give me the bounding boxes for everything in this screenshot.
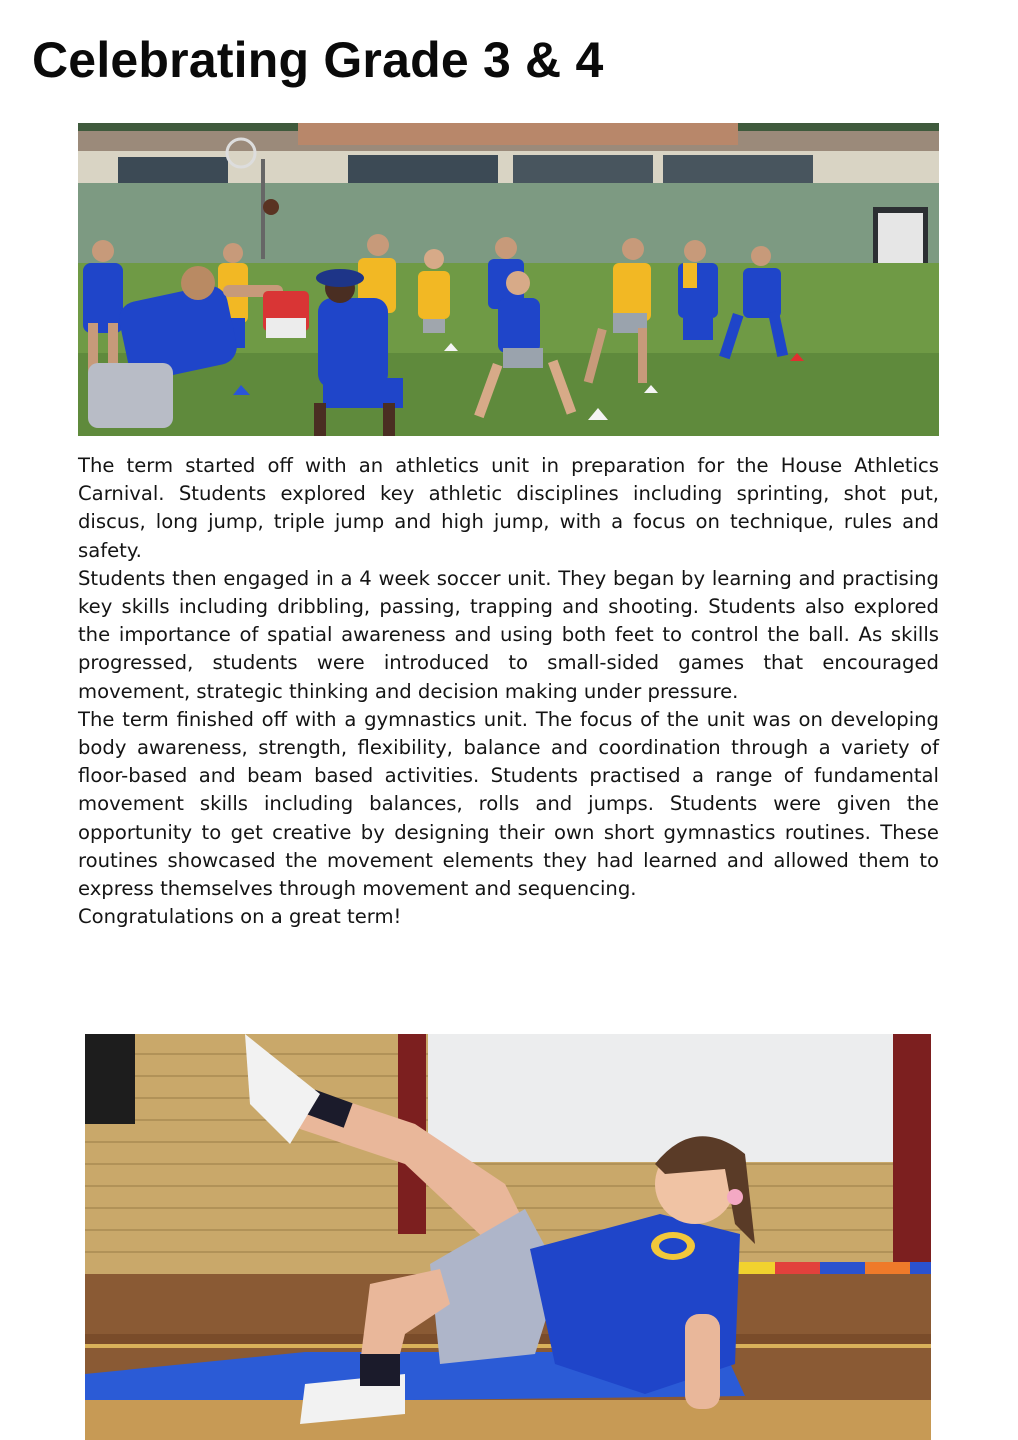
paragraph-soccer: Students then engaged in a 4 week soccer unit. They began by learning and practising key skills including dribbling, passing, trapping and shooting. Students also explored the importance of spatial awareness and using both feet to control the ball. As skills progressed, students were introduced to small-sided games that encouraged movement, strategic thinking and decision making under pressure. <box>78 566 939 703</box>
gymnastics-photo <box>85 1034 931 1440</box>
gymnastics-photo-illustration <box>85 1034 931 1440</box>
athletics-photo-illustration <box>78 123 939 436</box>
athletics-photo <box>78 123 939 436</box>
paragraph-gymnastics: The term finished off with a gymnastics unit. The focus of the unit was on developing body awareness, strength, flexibility, balance and coordination through a variety of floor-based and beam based activities. Students practised a range of fundamental movement skills including balances, rolls and jumps. Students were given the opportunity to get creative by designing their own short gymnastics routines. These routines showcased the movement elements they had learned and allowed them to express themselves through movement and sequencing. <box>78 707 939 901</box>
page-title: Celebrating Grade 3 & 4 <box>32 32 604 88</box>
paragraph-congratulations: Congratulations on a great term! <box>78 905 402 929</box>
paragraph-athletics: The term started off with an athletics unit in preparation for the House Athletics Carnival. Students explored key athletic disciplines including sprinting, shot put, discus, long jump, triple jump and high jump, with a focus on technique, rules and safety. <box>78 454 939 562</box>
article-body <box>78 452 939 931</box>
